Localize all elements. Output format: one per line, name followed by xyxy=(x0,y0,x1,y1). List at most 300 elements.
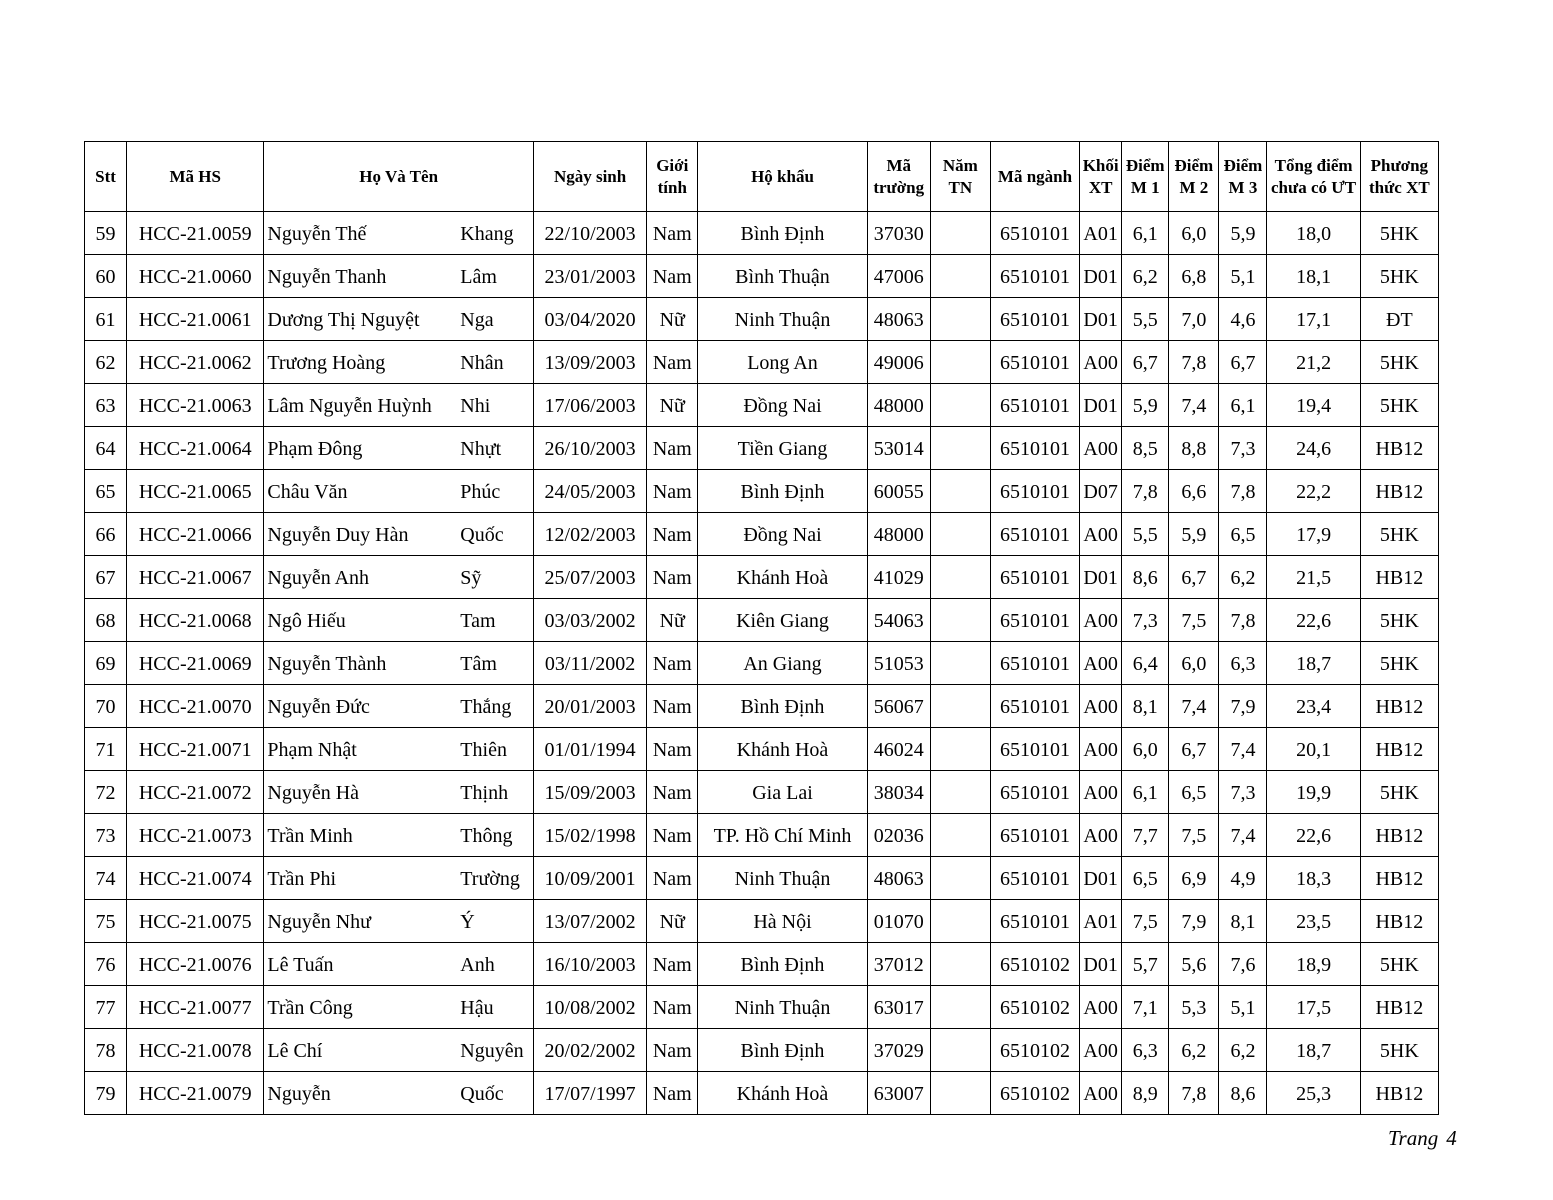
cell-diem-m1: 6,1 xyxy=(1122,212,1169,255)
cell-ho-khau: Bình Định xyxy=(698,685,867,728)
cell-diem-m1: 7,3 xyxy=(1122,599,1169,642)
cell-ma-hs: HCC-21.0067 xyxy=(127,556,264,599)
cell-ten: Thịnh xyxy=(460,771,533,814)
cell-gioi-tinh: Nam xyxy=(647,556,698,599)
cell-ma-hs: HCC-21.0075 xyxy=(127,900,264,943)
cell-ho: Châu Văn xyxy=(264,470,460,513)
cell-nam-tn xyxy=(930,255,990,298)
cell-nam-tn xyxy=(930,427,990,470)
cell-ma-nganh: 6510102 xyxy=(990,1029,1079,1072)
cell-ho-khau: Bình Thuận xyxy=(698,255,867,298)
table-row xyxy=(85,685,1439,728)
cell-gioi-tinh: Nữ xyxy=(647,900,698,943)
cell-tong-diem: 17,5 xyxy=(1267,986,1360,1029)
cell-diem-m3: 5,1 xyxy=(1219,986,1267,1029)
cell-phuong-thuc: 5HK xyxy=(1360,513,1438,556)
table-row xyxy=(85,943,1439,986)
cell-phuong-thuc: 5HK xyxy=(1360,384,1438,427)
cell-diem-m1: 6,2 xyxy=(1122,255,1169,298)
cell-tong-diem: 20,1 xyxy=(1267,728,1360,771)
cell-diem-m2: 5,6 xyxy=(1169,943,1219,986)
cell-khoi-xt: A00 xyxy=(1080,1029,1122,1072)
cell-ngay-sinh: 01/01/1994 xyxy=(533,728,646,771)
cell-diem-m3: 7,3 xyxy=(1219,427,1267,470)
cell-tong-diem: 18,3 xyxy=(1267,857,1360,900)
cell-ma-hs: HCC-21.0064 xyxy=(127,427,264,470)
cell-ma-hs: HCC-21.0073 xyxy=(127,814,264,857)
cell-ma-nganh: 6510102 xyxy=(990,986,1079,1029)
cell-ten: Ý xyxy=(460,900,533,943)
cell-diem-m1: 8,6 xyxy=(1122,556,1169,599)
cell-ho: Ngô Hiếu xyxy=(264,599,460,642)
cell-phuong-thuc: 5HK xyxy=(1360,771,1438,814)
cell-ten: Sỹ xyxy=(460,556,533,599)
cell-ho-khau: Tiền Giang xyxy=(698,427,867,470)
cell-nam-tn xyxy=(930,1029,990,1072)
cell-khoi-xt: D01 xyxy=(1080,255,1122,298)
page-footer xyxy=(1388,1126,1457,1151)
cell-gioi-tinh: Nam xyxy=(647,771,698,814)
cell-ma-nganh: 6510101 xyxy=(990,900,1079,943)
cell-ho: Trương Hoàng xyxy=(264,341,460,384)
cell-ma-truong: 48063 xyxy=(867,857,930,900)
cell-ho-khau: Bình Định xyxy=(698,943,867,986)
cell-ngay-sinh: 10/09/2001 xyxy=(533,857,646,900)
header-ma-truong: Mã trường xyxy=(867,142,930,212)
cell-khoi-xt: A00 xyxy=(1080,814,1122,857)
cell-ma-truong: 41029 xyxy=(867,556,930,599)
cell-stt: 64 xyxy=(85,427,127,470)
cell-diem-m3: 7,3 xyxy=(1219,771,1267,814)
cell-ma-nganh: 6510101 xyxy=(990,685,1079,728)
cell-diem-m1: 5,5 xyxy=(1122,513,1169,556)
cell-diem-m3: 5,1 xyxy=(1219,255,1267,298)
cell-ma-nganh: 6510101 xyxy=(990,470,1079,513)
cell-diem-m2: 6,5 xyxy=(1169,771,1219,814)
table-row xyxy=(85,255,1439,298)
cell-khoi-xt: D07 xyxy=(1080,470,1122,513)
cell-ho-khau: Ninh Thuận xyxy=(698,857,867,900)
header-tong-diem: Tổng điểm chưa có ƯT xyxy=(1267,142,1360,212)
cell-stt: 74 xyxy=(85,857,127,900)
cell-diem-m2: 6,0 xyxy=(1169,212,1219,255)
cell-tong-diem: 18,7 xyxy=(1267,1029,1360,1072)
cell-gioi-tinh: Nam xyxy=(647,642,698,685)
cell-diem-m1: 6,0 xyxy=(1122,728,1169,771)
table-row xyxy=(85,599,1439,642)
cell-ma-truong: 01070 xyxy=(867,900,930,943)
cell-ho-khau: Bình Định xyxy=(698,470,867,513)
cell-ngay-sinh: 20/02/2002 xyxy=(533,1029,646,1072)
cell-diem-m2: 7,4 xyxy=(1169,685,1219,728)
cell-nam-tn xyxy=(930,1072,990,1115)
cell-ma-truong: 49006 xyxy=(867,341,930,384)
cell-stt: 69 xyxy=(85,642,127,685)
cell-gioi-tinh: Nam xyxy=(647,341,698,384)
cell-nam-tn xyxy=(930,470,990,513)
cell-tong-diem: 24,6 xyxy=(1267,427,1360,470)
cell-ma-hs: HCC-21.0060 xyxy=(127,255,264,298)
cell-ma-nganh: 6510101 xyxy=(990,384,1079,427)
table-row xyxy=(85,814,1439,857)
cell-diem-m3: 6,3 xyxy=(1219,642,1267,685)
cell-ngay-sinh: 12/02/2003 xyxy=(533,513,646,556)
cell-diem-m3: 7,4 xyxy=(1219,814,1267,857)
cell-ma-nganh: 6510101 xyxy=(990,599,1079,642)
cell-ho-khau: TP. Hồ Chí Minh xyxy=(698,814,867,857)
cell-ma-truong: 51053 xyxy=(867,642,930,685)
cell-ma-hs: HCC-21.0071 xyxy=(127,728,264,771)
cell-stt: 67 xyxy=(85,556,127,599)
cell-ho-khau: Ninh Thuận xyxy=(698,986,867,1029)
cell-ten: Nguyên xyxy=(460,1029,533,1072)
cell-ngay-sinh: 17/06/2003 xyxy=(533,384,646,427)
cell-ma-nganh: 6510101 xyxy=(990,642,1079,685)
cell-diem-m2: 5,9 xyxy=(1169,513,1219,556)
cell-gioi-tinh: Nam xyxy=(647,470,698,513)
cell-diem-m3: 6,2 xyxy=(1219,556,1267,599)
cell-gioi-tinh: Nam xyxy=(647,685,698,728)
cell-diem-m3: 8,6 xyxy=(1219,1072,1267,1115)
cell-nam-tn xyxy=(930,212,990,255)
cell-stt: 60 xyxy=(85,255,127,298)
cell-ho-khau: Hà Nội xyxy=(698,900,867,943)
cell-ma-nganh: 6510101 xyxy=(990,857,1079,900)
table-row xyxy=(85,556,1439,599)
cell-ma-truong: 48000 xyxy=(867,513,930,556)
header-khoi-xt: Khối XT xyxy=(1080,142,1122,212)
cell-ngay-sinh: 26/10/2003 xyxy=(533,427,646,470)
cell-ten: Hậu xyxy=(460,986,533,1029)
cell-ma-truong: 37012 xyxy=(867,943,930,986)
cell-tong-diem: 18,0 xyxy=(1267,212,1360,255)
cell-diem-m2: 7,8 xyxy=(1169,1072,1219,1115)
cell-ma-nganh: 6510101 xyxy=(990,298,1079,341)
cell-stt: 76 xyxy=(85,943,127,986)
cell-nam-tn xyxy=(930,341,990,384)
table-row xyxy=(85,212,1439,255)
cell-khoi-xt: A00 xyxy=(1080,728,1122,771)
header-row xyxy=(85,142,1439,212)
cell-diem-m1: 8,5 xyxy=(1122,427,1169,470)
cell-ten: Nga xyxy=(460,298,533,341)
cell-ten: Thắng xyxy=(460,685,533,728)
cell-diem-m1: 6,1 xyxy=(1122,771,1169,814)
cell-tong-diem: 19,4 xyxy=(1267,384,1360,427)
cell-khoi-xt: A00 xyxy=(1080,513,1122,556)
cell-nam-tn xyxy=(930,900,990,943)
cell-diem-m3: 8,1 xyxy=(1219,900,1267,943)
cell-diem-m3: 6,5 xyxy=(1219,513,1267,556)
cell-tong-diem: 17,9 xyxy=(1267,513,1360,556)
cell-ma-hs: HCC-21.0077 xyxy=(127,986,264,1029)
header-diem-m3: Điểm M 3 xyxy=(1219,142,1267,212)
cell-ma-hs: HCC-21.0066 xyxy=(127,513,264,556)
cell-ma-truong: 54063 xyxy=(867,599,930,642)
cell-diem-m3: 6,7 xyxy=(1219,341,1267,384)
cell-phuong-thuc: HB12 xyxy=(1360,986,1438,1029)
cell-ma-truong: 63007 xyxy=(867,1072,930,1115)
cell-stt: 71 xyxy=(85,728,127,771)
cell-phuong-thuc: 5HK xyxy=(1360,642,1438,685)
cell-diem-m1: 6,4 xyxy=(1122,642,1169,685)
cell-ngay-sinh: 03/11/2002 xyxy=(533,642,646,685)
cell-stt: 73 xyxy=(85,814,127,857)
cell-ma-hs: HCC-21.0059 xyxy=(127,212,264,255)
cell-stt: 61 xyxy=(85,298,127,341)
cell-ma-truong: 37029 xyxy=(867,1029,930,1072)
cell-diem-m2: 7,5 xyxy=(1169,814,1219,857)
cell-ma-hs: HCC-21.0068 xyxy=(127,599,264,642)
cell-ngay-sinh: 10/08/2002 xyxy=(533,986,646,1029)
cell-diem-m1: 5,7 xyxy=(1122,943,1169,986)
cell-ho-khau: Long An xyxy=(698,341,867,384)
cell-tong-diem: 25,3 xyxy=(1267,1072,1360,1115)
cell-ngay-sinh: 15/02/1998 xyxy=(533,814,646,857)
cell-ho: Nguyễn Thanh xyxy=(264,255,460,298)
cell-khoi-xt: A01 xyxy=(1080,900,1122,943)
cell-diem-m3: 7,6 xyxy=(1219,943,1267,986)
cell-gioi-tinh: Nữ xyxy=(647,599,698,642)
cell-phuong-thuc: HB12 xyxy=(1360,470,1438,513)
cell-diem-m1: 5,9 xyxy=(1122,384,1169,427)
cell-ho: Nguyễn Anh xyxy=(264,556,460,599)
table-row xyxy=(85,1072,1439,1115)
cell-stt: 70 xyxy=(85,685,127,728)
cell-diem-m3: 6,2 xyxy=(1219,1029,1267,1072)
cell-diem-m1: 7,1 xyxy=(1122,986,1169,1029)
cell-nam-tn xyxy=(930,685,990,728)
cell-ma-truong: 56067 xyxy=(867,685,930,728)
cell-khoi-xt: D01 xyxy=(1080,298,1122,341)
cell-stt: 66 xyxy=(85,513,127,556)
roster-body xyxy=(85,212,1439,1115)
cell-ho-khau: Gia Lai xyxy=(698,771,867,814)
cell-gioi-tinh: Nam xyxy=(647,857,698,900)
cell-ma-nganh: 6510101 xyxy=(990,814,1079,857)
cell-ten: Trường xyxy=(460,857,533,900)
cell-diem-m3: 4,6 xyxy=(1219,298,1267,341)
cell-ngay-sinh: 22/10/2003 xyxy=(533,212,646,255)
cell-ten: Nhựt xyxy=(460,427,533,470)
cell-ten: Thiên xyxy=(460,728,533,771)
header-diem-m1: Điểm M 1 xyxy=(1122,142,1169,212)
cell-diem-m1: 5,5 xyxy=(1122,298,1169,341)
cell-diem-m1: 8,9 xyxy=(1122,1072,1169,1115)
cell-stt: 77 xyxy=(85,986,127,1029)
cell-ma-hs: HCC-21.0061 xyxy=(127,298,264,341)
cell-ma-hs: HCC-21.0072 xyxy=(127,771,264,814)
cell-tong-diem: 23,5 xyxy=(1267,900,1360,943)
cell-gioi-tinh: Nam xyxy=(647,986,698,1029)
cell-diem-m3: 4,9 xyxy=(1219,857,1267,900)
cell-ngay-sinh: 17/07/1997 xyxy=(533,1072,646,1115)
cell-ho-khau: Kiên Giang xyxy=(698,599,867,642)
cell-ten: Nhi xyxy=(460,384,533,427)
cell-ho-khau: An Giang xyxy=(698,642,867,685)
cell-phuong-thuc: HB12 xyxy=(1360,556,1438,599)
cell-ho-khau: Đồng Nai xyxy=(698,384,867,427)
cell-tong-diem: 23,4 xyxy=(1267,685,1360,728)
cell-diem-m1: 6,3 xyxy=(1122,1029,1169,1072)
cell-ho: Nguyễn Thành xyxy=(264,642,460,685)
cell-diem-m3: 7,4 xyxy=(1219,728,1267,771)
cell-phuong-thuc: HB12 xyxy=(1360,685,1438,728)
cell-ho-khau: Khánh Hoà xyxy=(698,556,867,599)
cell-diem-m2: 8,8 xyxy=(1169,427,1219,470)
cell-ma-truong: 47006 xyxy=(867,255,930,298)
cell-phuong-thuc: 5HK xyxy=(1360,943,1438,986)
cell-diem-m1: 6,5 xyxy=(1122,857,1169,900)
page-number: 4 xyxy=(1446,1126,1457,1150)
cell-diem-m2: 6,7 xyxy=(1169,728,1219,771)
header-phuong-thuc: Phương thức XT xyxy=(1360,142,1438,212)
cell-ngay-sinh: 03/03/2002 xyxy=(533,599,646,642)
cell-nam-tn xyxy=(930,986,990,1029)
cell-ten: Anh xyxy=(460,943,533,986)
cell-nam-tn xyxy=(930,857,990,900)
table-row xyxy=(85,857,1439,900)
cell-phuong-thuc: 5HK xyxy=(1360,341,1438,384)
cell-nam-tn xyxy=(930,642,990,685)
table-row xyxy=(85,642,1439,685)
table-row xyxy=(85,728,1439,771)
cell-gioi-tinh: Nam xyxy=(647,943,698,986)
table-row xyxy=(85,513,1439,556)
cell-ho-khau: Ninh Thuận xyxy=(698,298,867,341)
cell-ho: Trần Phi xyxy=(264,857,460,900)
cell-phuong-thuc: 5HK xyxy=(1360,255,1438,298)
cell-tong-diem: 22,6 xyxy=(1267,814,1360,857)
cell-ngay-sinh: 25/07/2003 xyxy=(533,556,646,599)
cell-khoi-xt: A00 xyxy=(1080,685,1122,728)
cell-diem-m3: 6,1 xyxy=(1219,384,1267,427)
cell-ngay-sinh: 13/07/2002 xyxy=(533,900,646,943)
cell-ten: Tam xyxy=(460,599,533,642)
cell-gioi-tinh: Nam xyxy=(647,1029,698,1072)
cell-gioi-tinh: Nữ xyxy=(647,298,698,341)
cell-stt: 79 xyxy=(85,1072,127,1115)
cell-stt: 59 xyxy=(85,212,127,255)
cell-ma-hs: HCC-21.0074 xyxy=(127,857,264,900)
cell-ma-nganh: 6510101 xyxy=(990,728,1079,771)
cell-ho: Nguyễn xyxy=(264,1072,460,1115)
cell-gioi-tinh: Nam xyxy=(647,814,698,857)
cell-khoi-xt: D01 xyxy=(1080,857,1122,900)
table-row xyxy=(85,986,1439,1029)
cell-ma-nganh: 6510102 xyxy=(990,943,1079,986)
table-row xyxy=(85,384,1439,427)
table-row xyxy=(85,900,1439,943)
cell-diem-m2: 7,8 xyxy=(1169,341,1219,384)
cell-khoi-xt: A00 xyxy=(1080,1072,1122,1115)
cell-gioi-tinh: Nam xyxy=(647,427,698,470)
cell-diem-m3: 7,8 xyxy=(1219,599,1267,642)
cell-diem-m3: 7,8 xyxy=(1219,470,1267,513)
page-label: Trang xyxy=(1388,1126,1439,1150)
cell-ho: Lê Chí xyxy=(264,1029,460,1072)
cell-stt: 75 xyxy=(85,900,127,943)
cell-khoi-xt: A00 xyxy=(1080,599,1122,642)
cell-diem-m2: 6,8 xyxy=(1169,255,1219,298)
cell-stt: 72 xyxy=(85,771,127,814)
cell-ma-truong: 48000 xyxy=(867,384,930,427)
cell-diem-m2: 7,0 xyxy=(1169,298,1219,341)
cell-ma-nganh: 6510101 xyxy=(990,341,1079,384)
cell-diem-m2: 6,2 xyxy=(1169,1029,1219,1072)
cell-ma-hs: HCC-21.0078 xyxy=(127,1029,264,1072)
cell-ho: Nguyễn Như xyxy=(264,900,460,943)
cell-diem-m2: 6,6 xyxy=(1169,470,1219,513)
cell-ho-khau: Khánh Hoà xyxy=(698,728,867,771)
header-ma-nganh: Mã ngành xyxy=(990,142,1079,212)
cell-nam-tn xyxy=(930,771,990,814)
cell-phuong-thuc: HB12 xyxy=(1360,900,1438,943)
cell-stt: 68 xyxy=(85,599,127,642)
cell-diem-m2: 7,4 xyxy=(1169,384,1219,427)
cell-diem-m2: 7,5 xyxy=(1169,599,1219,642)
cell-nam-tn xyxy=(930,298,990,341)
cell-diem-m1: 7,8 xyxy=(1122,470,1169,513)
cell-phuong-thuc: HB12 xyxy=(1360,857,1438,900)
cell-diem-m1: 7,7 xyxy=(1122,814,1169,857)
cell-ma-truong: 48063 xyxy=(867,298,930,341)
cell-ten: Quốc xyxy=(460,1072,533,1115)
student-roster-table xyxy=(84,141,1439,1115)
cell-ten: Lâm xyxy=(460,255,533,298)
cell-tong-diem: 19,9 xyxy=(1267,771,1360,814)
cell-phuong-thuc: HB12 xyxy=(1360,1072,1438,1115)
table-row xyxy=(85,771,1439,814)
cell-ma-hs: HCC-21.0070 xyxy=(127,685,264,728)
cell-tong-diem: 21,2 xyxy=(1267,341,1360,384)
cell-diem-m1: 8,1 xyxy=(1122,685,1169,728)
cell-nam-tn xyxy=(930,513,990,556)
table-row xyxy=(85,1029,1439,1072)
cell-diem-m3: 5,9 xyxy=(1219,212,1267,255)
cell-ma-hs: HCC-21.0063 xyxy=(127,384,264,427)
cell-khoi-xt: A00 xyxy=(1080,771,1122,814)
cell-nam-tn xyxy=(930,728,990,771)
cell-khoi-xt: A00 xyxy=(1080,427,1122,470)
cell-ma-nganh: 6510101 xyxy=(990,212,1079,255)
table-row xyxy=(85,298,1439,341)
header-nam-tn: Năm TN xyxy=(930,142,990,212)
cell-tong-diem: 22,6 xyxy=(1267,599,1360,642)
cell-nam-tn xyxy=(930,384,990,427)
cell-khoi-xt: D01 xyxy=(1080,943,1122,986)
cell-tong-diem: 18,1 xyxy=(1267,255,1360,298)
cell-ho: Trần Công xyxy=(264,986,460,1029)
cell-gioi-tinh: Nam xyxy=(647,513,698,556)
cell-ma-nganh: 6510102 xyxy=(990,1072,1079,1115)
cell-ho: Trần Minh xyxy=(264,814,460,857)
cell-diem-m2: 6,7 xyxy=(1169,556,1219,599)
cell-gioi-tinh: Nam xyxy=(647,1072,698,1115)
cell-ngay-sinh: 20/01/2003 xyxy=(533,685,646,728)
cell-ho: Phạm Nhật xyxy=(264,728,460,771)
cell-ma-nganh: 6510101 xyxy=(990,513,1079,556)
cell-diem-m2: 6,9 xyxy=(1169,857,1219,900)
cell-phuong-thuc: 5HK xyxy=(1360,1029,1438,1072)
table-row xyxy=(85,427,1439,470)
cell-ho: Dương Thị Nguyệt xyxy=(264,298,460,341)
cell-ho-khau: Khánh Hoà xyxy=(698,1072,867,1115)
cell-phuong-thuc: 5HK xyxy=(1360,599,1438,642)
cell-nam-tn xyxy=(930,599,990,642)
cell-diem-m1: 6,7 xyxy=(1122,341,1169,384)
cell-ten: Thông xyxy=(460,814,533,857)
